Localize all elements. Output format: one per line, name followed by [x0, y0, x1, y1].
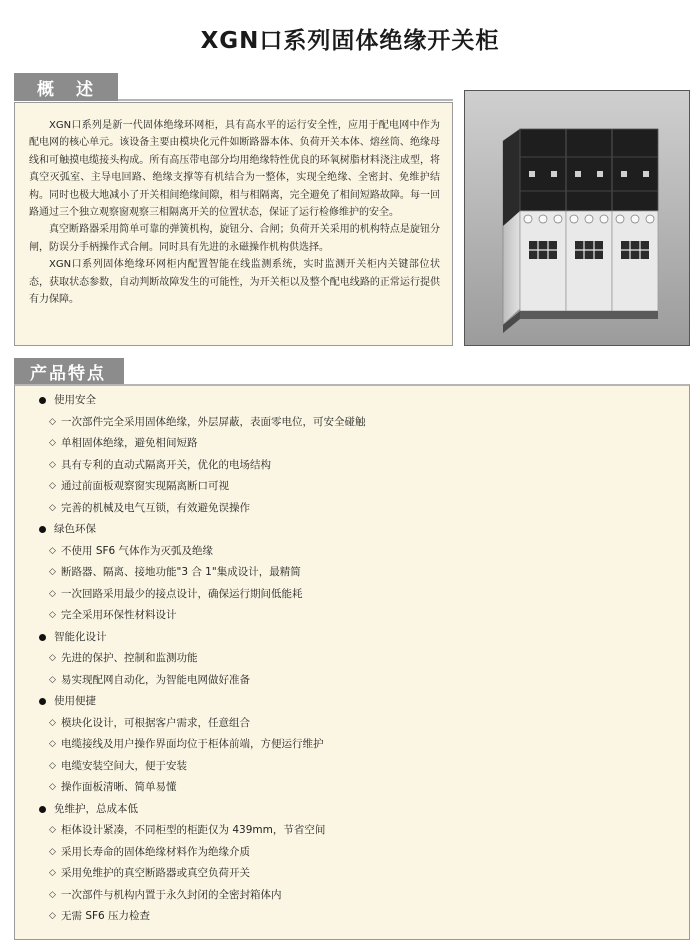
category-label: 使用安全: [54, 394, 96, 406]
feature-category: [39, 691, 689, 713]
feature-item: ◇ 易实现配网自动化，为智能电网做好准备: [39, 670, 689, 692]
diamond-icon: ◇: [49, 502, 56, 513]
feature-item: ◇ 电缆接线及用户操作界面均位于柜体前端，方便运行维护: [39, 734, 689, 756]
category-label: 使用便捷: [54, 695, 96, 707]
page-title: XGN口系列固体绝缘开关柜: [200, 28, 500, 54]
overview-header: 概述: [14, 73, 118, 101]
diamond-icon: ◇: [49, 438, 56, 448]
feature-item: ◇ 具有专利的直动式隔离开关，优化的电场结构: [39, 455, 689, 477]
overview-text-box: [14, 102, 453, 346]
feature-item: ◇ 模块化设计，可根据客户需求，任意组合: [39, 713, 689, 735]
feature-item: ◇ 无需 SF6 压力检查: [39, 906, 689, 928]
bullet-icon: [39, 634, 46, 641]
bullet-icon: [39, 698, 46, 705]
category-label: 免维护，总成本低: [54, 802, 138, 815]
diamond-icon: ◇: [49, 717, 56, 728]
diamond-icon: ◇: [49, 459, 56, 470]
feature-item: ◇ 一次部件完全采用固体绝缘，外层屏蔽，表面零电位，可安全碰触: [39, 412, 689, 434]
category-label: 绿色环保: [54, 523, 96, 535]
feature-item: ◇ 不使用 SF6 气体作为灭弧及绝缘: [39, 541, 689, 563]
feature-category: [39, 390, 689, 412]
feature-category: [39, 799, 689, 821]
bullet-icon: [39, 806, 46, 813]
feature-item: ◇ 通过前面板观察窗实现隔离断口可视: [39, 476, 689, 498]
overview-paragraph-3: XGN口系列固体绝缘环网柜内配置智能在线监测系统，实时监测开关柜内关键部位状态，获取状态参数，自动判断故障发生的可能性，为开关柜以及整个配电线路的正常运行提供有力保障。: [29, 259, 440, 306]
feature-item: ◇ 单相固体绝缘，避免相间短路: [39, 433, 689, 455]
feature-item: ◇ 完全采用环保性材料设计: [39, 605, 689, 627]
feature-item: ◇ 断路器、隔离、接地功能"3 合 1"集成设计，最精简: [39, 562, 689, 584]
diamond-icon: ◇: [49, 782, 56, 792]
feature-item: ◇ 操作面板清晰、简单易懂: [39, 777, 689, 799]
feature-item: ◇ 柜体设计紧凑，不同柜型的柜距仅为 439mm，节省空间: [39, 820, 689, 842]
diamond-icon: ◇: [49, 653, 56, 663]
diamond-icon: ◇: [49, 674, 56, 685]
diamond-icon: ◇: [49, 846, 56, 857]
diamond-icon: ◇: [49, 481, 56, 491]
diamond-icon: ◇: [49, 760, 56, 771]
overview-header-rule: [118, 99, 453, 101]
feature-item: ◇ 电缆安装空间大，便于安装: [39, 756, 689, 778]
diamond-icon: ◇: [49, 567, 56, 577]
feature-category: [39, 627, 689, 649]
feature-item: ◇ 先进的保护、控制和监测功能: [39, 648, 689, 670]
diamond-icon: ◇: [49, 610, 56, 620]
feature-item: ◇ 采用免维护的真空断路器或真空负荷开关: [39, 863, 689, 885]
feature-item: ◇ 一次回路采用最少的接点设计，确保运行期间低能耗: [39, 584, 689, 606]
features-box: [14, 384, 690, 940]
feature-item: ◇ 完善的机械及电气互锁，有效避免误操作: [39, 498, 689, 520]
diamond-icon: ◇: [49, 868, 56, 878]
diamond-icon: ◇: [49, 739, 56, 749]
bullet-icon: [39, 526, 46, 533]
feature-item: ◇ 一次部件与机构内置于永久封闭的全密封箱体内: [39, 885, 689, 907]
diamond-icon: ◇: [49, 588, 56, 599]
features-header: 产品特点: [14, 358, 124, 384]
overview-paragraph-2: 真空断路器采用简单可靠的弹簧机构，旋钮分、合闸；负荷开关采用的机构特点是旋钮分闸，防误分手柄操作式合闸。同时具有先进的永磁操作机构供选择。: [29, 224, 440, 253]
diamond-icon: ◇: [49, 416, 56, 427]
product-photo: [464, 90, 690, 346]
overview-paragraph-1: XGN口系列是新一代固体绝缘环网柜，具有高水平的运行安全性，应用于配电网中作为配电网的核心单元。该设备主要由模块化元件如断路器本体、负荷开关本体、熔丝筒、绝缘母线和可触摸电缆接头构成。所有高压带电部分均用绝缘特性优良的环氧树脂材料浇注成型，将真空灭弧室、主导电回路、绝缘支撑等有机结合为一整体，实现全绝缘、全密封、免维护结构。同时也极大地减小了开关相间绝缘间隙，相与相隔离，完全避免了相间短路故障。每一回路通过三个独立观察窗观察三相隔离开关的位置状态，保证了运行检修维护的安全。: [29, 120, 440, 219]
switchgear-illustration: [465, 91, 689, 345]
category-label: 智能化设计: [54, 630, 107, 643]
bullet-icon: [39, 397, 46, 404]
feature-category: [39, 519, 689, 541]
diamond-icon: ◇: [49, 889, 56, 900]
feature-item: ◇ 采用长寿命的固体绝缘材料作为绝缘介质: [39, 842, 689, 864]
diamond-icon: ◇: [49, 825, 56, 835]
diamond-icon: ◇: [49, 545, 56, 556]
diamond-icon: ◇: [49, 911, 56, 921]
